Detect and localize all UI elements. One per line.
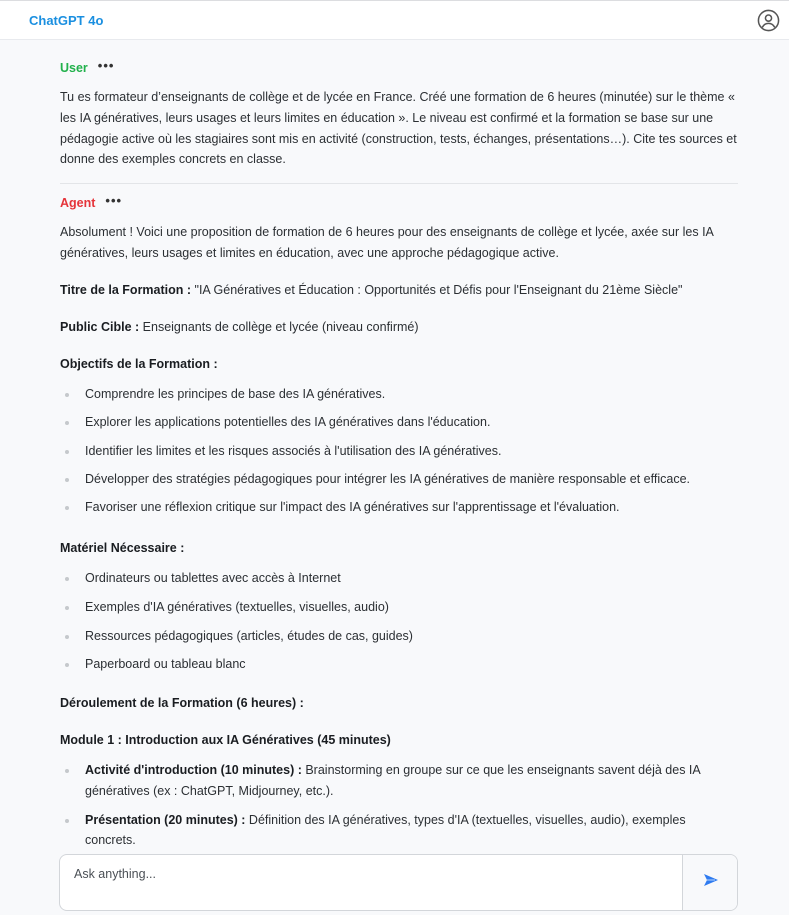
top-bar — [0, 0, 789, 40]
author-label: User — [60, 61, 88, 75]
app-title: ChatGPT 4o — [29, 13, 104, 28]
send-arrow-icon — [703, 873, 719, 892]
list-item — [60, 810, 738, 848]
author-label: Agent — [60, 196, 96, 210]
list-item: Explorer les applications potentielles des IA génératives dans l'éducation. — [60, 412, 738, 433]
activity-label: Activité d'introduction (10 minutes) : — [85, 763, 302, 777]
message-header — [60, 58, 738, 78]
list-item: Ordinateurs ou tablettes avec accès à Internet — [60, 568, 738, 589]
module-1-heading: Module 1 : Introduction aux IA Génératives (45 minutes) — [60, 733, 391, 747]
agent-intro: Absolument ! Voici une proposition de formation de 6 heures pour des enseignants de collège et lycée, axée sur les IA génératives, leurs usages et limites en éducation, avec une approche pédagogique active. — [60, 225, 714, 260]
user-circle-icon[interactable] — [757, 9, 780, 32]
objectives-list — [60, 384, 738, 518]
list-item: Comprendre les principes de base des IA génératives. — [60, 384, 738, 405]
materials-list — [60, 568, 738, 675]
target-audience-value: Enseignants de collège et lycée (niveau confirmé) — [139, 320, 419, 334]
more-options-icon[interactable]: ••• — [97, 58, 115, 73]
message-input[interactable] — [60, 855, 682, 910]
message-text: Tu es formateur d’enseignants de collège et de lycée en France. Créé une formation de 6 heures (minutée) sur le thème « les IA génératives, leurs usages et leurs limites en éducation ». Le niveau est confirmé et la formation se base sur une pédagogie active où les stagiaires sont mis en activité (construction, tests, échanges, présentations…). Cite tes sources et donne des exemples concrets en classe. — [60, 90, 737, 167]
list-item: Identifier les limites et les risques associés à l'utilisation des IA génératives. — [60, 441, 738, 462]
activity-text: Définition des IA génératives, types d'IA (textuelles, visuelles, audio), exemples concrets. — [85, 812, 686, 848]
formation-title-label: Titre de la Formation : — [60, 283, 192, 297]
activity-label: Présentation (20 minutes) : — [85, 812, 246, 827]
agent-message — [60, 193, 738, 848]
list-item: Favoriser une réflexion critique sur l'impact des IA génératives sur l'apprentissage et l'évaluation. — [60, 497, 738, 518]
chat-transcript — [60, 40, 738, 848]
message-composer — [59, 854, 738, 911]
target-audience — [60, 319, 419, 335]
user-message — [60, 58, 738, 170]
list-item: Exemples d'IA génératives (textuelles, visuelles, audio) — [60, 597, 738, 618]
module-1-list — [60, 760, 738, 848]
send-button[interactable] — [682, 855, 738, 910]
activity-text: Brainstorming en groupe sur ce que les enseignants savent déjà des IA génératives (ex : ChatGPT, Midjourney, etc.). — [85, 763, 701, 798]
formation-title — [60, 282, 682, 298]
message-header — [60, 193, 738, 213]
schedule-heading: Déroulement de la Formation (6 heures) : — [60, 696, 304, 710]
message-divider — [60, 183, 738, 184]
list-item — [60, 760, 738, 802]
formation-title-value: "IA Génératives et Éducation : Opportunités et Défis pour l'Enseignant du 21ème Siècle" — [191, 283, 683, 297]
more-options-icon[interactable]: ••• — [105, 193, 123, 208]
target-audience-label: Public Cible : — [60, 320, 140, 334]
materials-heading: Matériel Nécessaire : — [60, 541, 185, 555]
list-item: Ressources pédagogiques (articles, études de cas, guides) — [60, 626, 738, 647]
list-item: Développer des stratégies pédagogiques pour intégrer les IA génératives de manière responsable et efficace. — [60, 469, 738, 490]
objectives-heading: Objectifs de la Formation : — [60, 357, 218, 371]
list-item: Paperboard ou tableau blanc — [60, 654, 738, 675]
